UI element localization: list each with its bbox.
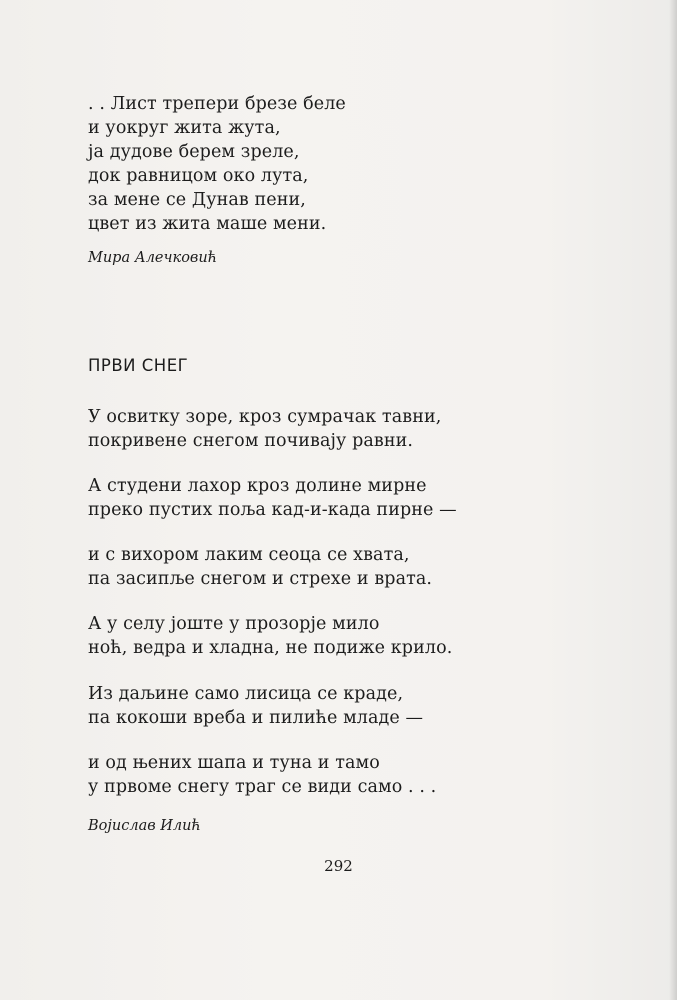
poem1-author: Мира Алечковић: [88, 250, 218, 266]
poem2-stanza: [88, 682, 423, 730]
poem2-line: А студени лахор кроз долине мирне: [88, 476, 427, 496]
poem2-line: покривене снегом почивају равни.: [88, 431, 414, 451]
page-number: 292: [324, 857, 353, 875]
poem2-line: ноћ, ведра и хладна, не подиже крило.: [88, 638, 453, 658]
poem2-stanza: [88, 474, 457, 522]
poem1-line: док равницом око лута,: [88, 166, 309, 186]
poem1-line: . . Лист трепери брезе беле: [88, 94, 346, 114]
poem2-line: У освитку зоре, кроз сумрачак тавни,: [88, 407, 442, 427]
poem1-line: и уокруг жита жута,: [88, 118, 281, 138]
page-edge-shadow: [669, 0, 677, 1000]
poem2-author: Војислав Илић: [88, 818, 201, 834]
poem2-stanza: [88, 405, 441, 453]
poem2-stanza: [88, 751, 436, 799]
poem2-line: и од њених шапа и туна и тамо: [88, 753, 380, 773]
poem1-line: за мене се Дунав пени,: [88, 190, 306, 210]
poem2-line: па кокоши вреба и пилиће младе —: [88, 708, 424, 728]
poem2-line: у првоме снегу траг се види само . . .: [88, 777, 437, 797]
poem2-title: ПРВИ СНЕГ: [88, 356, 189, 375]
poem2-line: А у селу јоште у прозорје мило: [88, 614, 380, 634]
poem1-body: [88, 92, 346, 236]
poem2-stanza: [88, 543, 432, 591]
poem2-line: Из даљине само лисица се краде,: [88, 684, 404, 704]
poem1-line: ја дудове берем зреле,: [88, 142, 300, 162]
poem2-stanza: [88, 612, 452, 660]
poem1-line: цвет из жита маше мени.: [88, 214, 327, 234]
poem2-line: па засипље снегом и стрехе и врата.: [88, 569, 433, 589]
poem2-line: преко пустих поља кад-и-када пирне —: [88, 500, 457, 520]
poem2-line: и с вихором лаким сеоца се хвата,: [88, 545, 410, 565]
